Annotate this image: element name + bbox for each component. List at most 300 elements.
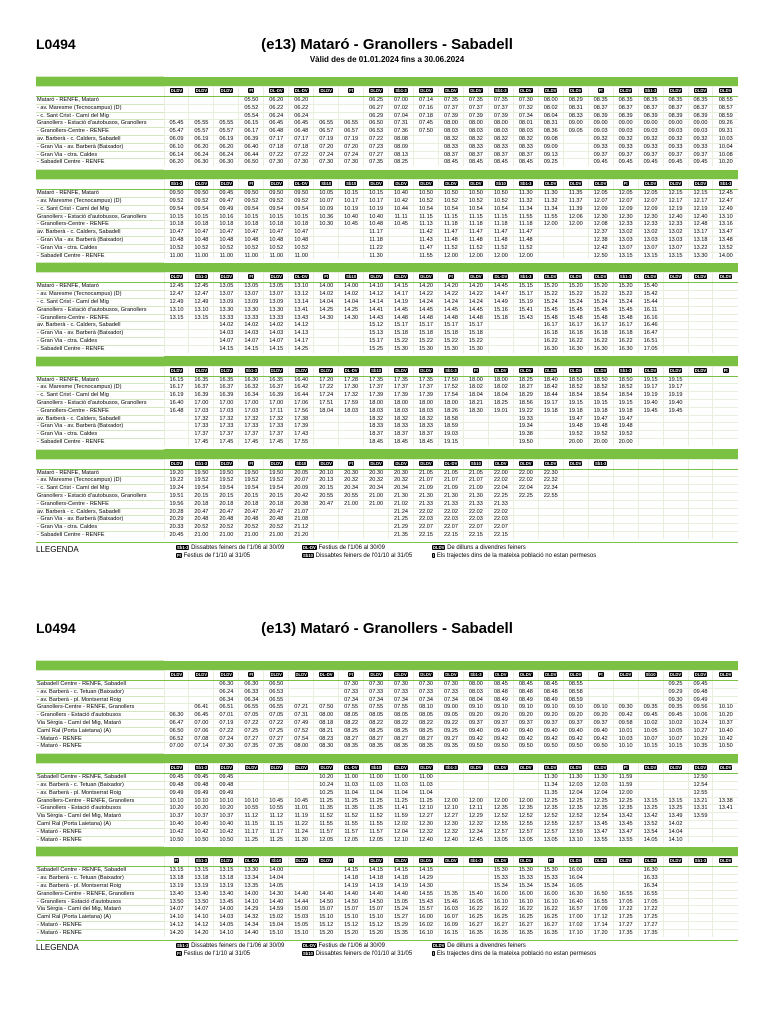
time-cell <box>713 384 738 392</box>
time-cell <box>663 345 688 352</box>
time-cell: 09.03 <box>613 128 638 136</box>
time-cell <box>164 688 189 696</box>
time-cell: 16.32 <box>239 384 264 392</box>
time-cell: 16.18 <box>613 330 638 338</box>
time-cell <box>663 532 688 539</box>
time-cell: 08.05 <box>389 712 414 720</box>
time-cell: 13.18 <box>164 875 189 883</box>
time-cell <box>688 337 713 345</box>
note-badge: DLDV <box>220 672 233 677</box>
stop-row <box>36 789 738 797</box>
time-cell: 07.50 <box>414 128 439 136</box>
time-cell: 08.55 <box>713 97 738 105</box>
time-cell: 21.00 <box>214 532 239 539</box>
stop-name: - Gran Via - ctra. Caldes <box>36 244 164 252</box>
time-cell: 07.37 <box>438 104 463 112</box>
time-cell: 20.34 <box>364 485 389 493</box>
time-cell: 14.30 <box>339 314 364 322</box>
note-cell <box>713 459 738 469</box>
time-cell: 09.37 <box>638 151 663 159</box>
time-cell: 16.22 <box>588 337 613 345</box>
time-cell: 10.04 <box>713 143 738 151</box>
time-cell: 16.00 <box>538 890 563 898</box>
note-cell <box>638 180 663 190</box>
time-cell: 16.22 <box>488 906 513 914</box>
time-cell: 08.35 <box>613 97 638 105</box>
time-cell <box>713 376 738 384</box>
time-cell: 20.52 <box>264 524 289 532</box>
time-cell <box>713 875 738 883</box>
time-cell <box>588 516 613 524</box>
time-cell <box>513 516 538 524</box>
time-cell: 17.22 <box>613 906 638 914</box>
time-cell: 19.50 <box>513 438 538 445</box>
note-cell <box>638 764 663 774</box>
stop-name: Mataró - RENFE, Mataró <box>36 190 164 198</box>
stop-row <box>36 314 738 322</box>
time-cell: 17.05 <box>638 898 663 906</box>
note-badge: Ft <box>448 274 453 280</box>
note-badge: DLDV <box>470 274 482 280</box>
time-cell: 20.47 <box>189 508 214 516</box>
time-cell: 20.15 <box>314 485 339 493</box>
note-badge: DLDV <box>669 181 682 187</box>
time-cell: 14.59 <box>264 906 289 914</box>
time-cell: 16.17 <box>613 322 638 330</box>
time-cell: 12.11 <box>463 805 488 813</box>
time-cell: 12.50 <box>688 774 713 782</box>
note-cell <box>239 459 264 469</box>
time-cell <box>189 337 214 345</box>
time-cell: 11.37 <box>563 197 588 205</box>
time-cell: 09.32 <box>688 135 713 143</box>
time-cell: 17.11 <box>264 407 289 415</box>
time-cell: 15.22 <box>438 337 463 345</box>
note-badge: DLDV <box>594 858 607 864</box>
time-cell: 12.30 <box>613 213 638 221</box>
time-cell: 20.48 <box>189 516 214 524</box>
time-cell: 14.00 <box>339 283 364 291</box>
notes-label <box>36 857 164 867</box>
time-cell: 08.25 <box>414 727 439 735</box>
stop-name: - c. Sant Crist - Camí del Mig <box>36 298 164 306</box>
time-cell: 12.00 <box>463 252 488 259</box>
time-cell: 14.20 <box>164 929 189 936</box>
time-cell: 06.20 <box>164 159 189 166</box>
time-cell <box>314 508 339 516</box>
note-cell <box>339 273 364 283</box>
time-cell: 06.09 <box>164 135 189 143</box>
note-badge: DLDV <box>395 460 407 466</box>
note-cell <box>613 273 638 283</box>
note-badge: DLDV <box>495 672 507 677</box>
time-cell <box>538 508 563 516</box>
time-cell: 14.45 <box>389 306 414 314</box>
time-cell: 09.30 <box>613 704 638 712</box>
note-badge: Sb10 <box>346 274 357 280</box>
note-cell <box>463 459 488 469</box>
note-cell <box>289 273 314 283</box>
time-cell: 18.00 <box>463 376 488 384</box>
note-cell <box>164 764 189 774</box>
time-cell: 17.37 <box>364 384 389 392</box>
time-cell: 17.33 <box>264 423 289 431</box>
time-cell: 10.50 <box>214 836 239 843</box>
time-cell: 18.45 <box>414 438 439 445</box>
time-cell: 14.45 <box>463 306 488 314</box>
time-cell: 17.00 <box>189 399 214 407</box>
time-cell: 05.50 <box>239 97 264 105</box>
time-cell: 20.55 <box>339 493 364 501</box>
time-cell: 08.32 <box>488 135 513 143</box>
time-cell: 09.45 <box>214 774 239 782</box>
band-label <box>164 77 738 87</box>
time-cell: 14.10 <box>214 929 239 936</box>
time-cell: 10.50 <box>488 190 513 198</box>
time-cell <box>364 508 389 516</box>
note-cell <box>214 857 239 867</box>
time-cell <box>513 330 538 338</box>
time-cell: 13.17 <box>688 229 713 237</box>
time-cell: 20.34 <box>389 485 414 493</box>
time-cell: 20.32 <box>389 477 414 485</box>
note-badge: Sb10 <box>346 181 357 187</box>
time-cell: 07.05 <box>264 712 289 720</box>
time-cell: 08.03 <box>513 128 538 136</box>
time-cell: 11.47 <box>414 244 439 252</box>
note-cell <box>339 857 364 867</box>
time-cell: 14.41 <box>364 306 389 314</box>
time-cell: 18.04 <box>463 392 488 400</box>
time-cell: 10.40 <box>339 213 364 221</box>
stop-name: - av. Barberà - pl. Montserrat Roig <box>36 696 164 704</box>
note-cell <box>488 459 513 469</box>
time-cell: 08.18 <box>314 719 339 727</box>
note-badge: Sb10 <box>321 181 332 187</box>
time-cell: 07.37 <box>488 104 513 112</box>
time-cell: 14.40 <box>289 890 314 898</box>
time-cell: 15.33 <box>488 875 513 883</box>
time-cell <box>289 688 314 696</box>
note-cell <box>414 671 439 681</box>
stop-row <box>36 813 738 821</box>
note-badge: DLDV <box>370 181 382 187</box>
time-cell <box>688 345 713 352</box>
stop-row <box>36 151 738 159</box>
note-cell <box>613 180 638 190</box>
time-cell: 16.27 <box>538 921 563 929</box>
note-cell <box>289 180 314 190</box>
time-cell: 06.48 <box>264 128 289 136</box>
time-cell: 12.55 <box>513 820 538 828</box>
note-badge: Sb10 <box>470 460 481 466</box>
time-cell: 20.00 <box>588 438 613 445</box>
time-cell <box>339 229 364 237</box>
time-cell: 17.03 <box>214 407 239 415</box>
time-cell: 11.47 <box>488 229 513 237</box>
time-cell: 14.12 <box>289 322 314 330</box>
time-cell: 10.07 <box>638 735 663 743</box>
time-cell: 21.33 <box>463 500 488 508</box>
time-cell: 08.39 <box>588 112 613 120</box>
time-cell: 16.27 <box>488 921 513 929</box>
time-cell: 22.04 <box>488 485 513 493</box>
time-cell: 10.18 <box>189 221 214 229</box>
time-cell <box>563 143 588 151</box>
time-cell: 07.17 <box>264 135 289 143</box>
note-badge: Ft <box>324 274 329 280</box>
time-cell: 12.05 <box>364 836 389 843</box>
time-cell <box>688 423 713 431</box>
time-cell: 07.30 <box>513 97 538 105</box>
time-cell: 17.45 <box>189 438 214 445</box>
stop-row <box>36 704 738 712</box>
note-badge: Ft <box>349 88 354 93</box>
time-cell <box>713 322 738 330</box>
time-cell: 14.04 <box>314 298 339 306</box>
time-cell: 06.51 <box>214 704 239 712</box>
time-cell: 21.00 <box>364 493 389 501</box>
stop-name: - Mataró - RENFE <box>36 735 164 743</box>
time-cell <box>164 415 189 423</box>
time-cell: 10.20 <box>189 805 214 813</box>
note-badge: Sb1-3 <box>195 274 208 280</box>
note-cell <box>189 366 214 376</box>
time-cell: 21.07 <box>414 477 439 485</box>
time-cell: 12.17 <box>663 197 688 205</box>
time-cell: 10.52 <box>438 197 463 205</box>
time-cell: 06.30 <box>239 681 264 689</box>
time-cell <box>314 345 339 352</box>
time-cell: 18.26 <box>438 407 463 415</box>
note-badge: DLDV <box>694 88 707 93</box>
time-cell: 18.54 <box>563 392 588 400</box>
time-cell: 16.17 <box>164 384 189 392</box>
stop-row <box>36 921 738 929</box>
time-cell: 17.02 <box>563 921 588 929</box>
time-cell: 15.40 <box>463 890 488 898</box>
time-cell: 17.50 <box>438 376 463 384</box>
left-arrow-icon <box>36 754 164 764</box>
time-cell <box>339 330 364 338</box>
stop-name: - Mataró - RENFE <box>36 828 164 836</box>
time-cell: 07.50 <box>314 704 339 712</box>
time-cell <box>688 330 713 338</box>
time-cell: 17.10 <box>563 929 588 936</box>
time-cell <box>713 469 738 477</box>
time-cell: 08.00 <box>538 97 563 105</box>
time-cell: 16.55 <box>638 890 663 898</box>
note-cell <box>563 273 588 283</box>
time-cell <box>189 97 214 105</box>
time-cell: 22.07 <box>438 524 463 532</box>
stop-row <box>36 820 738 828</box>
notes-label <box>36 764 164 774</box>
time-cell: 09.49 <box>688 696 713 704</box>
time-cell: 19.48 <box>563 423 588 431</box>
note-badge: DLDV <box>470 88 482 93</box>
note-cell <box>264 273 289 283</box>
stop-name: - c. Sant Crist - Camí del Mig <box>36 392 164 400</box>
time-cell: 06.53 <box>364 128 389 136</box>
time-cell: 09.00 <box>563 120 588 128</box>
time-cell: 16.46 <box>638 322 663 330</box>
time-cell: 22.15 <box>488 532 513 539</box>
time-cell: 07.34 <box>364 696 389 704</box>
time-cell <box>663 914 688 922</box>
time-cell: 12.37 <box>588 229 613 237</box>
time-cell: 05.47 <box>164 128 189 136</box>
time-cell: 16.05 <box>563 882 588 890</box>
notes-label <box>36 671 164 681</box>
time-cell: 15.03 <box>289 914 314 922</box>
time-cell: 19.52 <box>264 477 289 485</box>
note-cell <box>588 180 613 190</box>
time-cell: 08.39 <box>613 112 638 120</box>
time-cell: 17.55 <box>289 438 314 445</box>
time-cell <box>713 399 738 407</box>
time-cell: 15.48 <box>538 314 563 322</box>
time-cell <box>713 882 738 890</box>
time-cell: 06.24 <box>214 688 239 696</box>
time-cell: 08.25 <box>339 727 364 735</box>
note-badge: DLDV <box>170 765 183 771</box>
stop-name: - Mataró - RENFE <box>36 743 164 750</box>
legend-title: LLEGENDA <box>36 544 79 554</box>
time-cell: 09.45 <box>164 774 189 782</box>
note-cell <box>488 764 513 774</box>
time-cell <box>513 781 538 789</box>
time-cell: 09.49 <box>189 789 214 797</box>
time-cell <box>314 252 339 259</box>
time-cell: 20.28 <box>164 508 189 516</box>
time-cell: 22.07 <box>488 524 513 532</box>
stop-name: - Granollers-Centre - RENFE <box>36 221 164 229</box>
time-cell: 08.27 <box>414 735 439 743</box>
time-cell: 09.31 <box>713 128 738 136</box>
time-cell <box>314 322 339 330</box>
time-cell: 07.02 <box>389 104 414 112</box>
stop-row <box>36 805 738 813</box>
time-cell: 09.56 <box>688 704 713 712</box>
time-cell: 22.02 <box>463 508 488 516</box>
stop-row <box>36 781 738 789</box>
time-cell: 14.18 <box>339 875 364 883</box>
time-cell: 09.33 <box>613 143 638 151</box>
note-badge: DLDV <box>195 181 208 187</box>
time-cell: 05.55 <box>189 120 214 128</box>
time-cell: 08.37 <box>588 104 613 112</box>
time-cell <box>663 283 688 291</box>
note-badge: DLDV <box>395 765 407 771</box>
time-cell: 09.20 <box>513 712 538 720</box>
time-cell: 13.15 <box>663 252 688 259</box>
time-cell: 22.03 <box>488 516 513 524</box>
time-cell <box>214 112 239 120</box>
time-cell <box>189 345 214 352</box>
time-cell: 11.15 <box>239 820 264 828</box>
time-cell: 16.18 <box>538 330 563 338</box>
time-cell: 08.49 <box>513 696 538 704</box>
time-cell: 16.34 <box>638 882 663 890</box>
time-cell: 18.32 <box>389 415 414 423</box>
time-cell: 10.17 <box>339 197 364 205</box>
time-cell: 14.05 <box>214 921 239 929</box>
time-cell: 17.51 <box>314 399 339 407</box>
time-cell <box>688 415 713 423</box>
note-cell <box>488 671 513 681</box>
time-cell <box>339 508 364 516</box>
time-cell: 16.47 <box>638 330 663 338</box>
time-cell: 11.35 <box>364 805 389 813</box>
legend-text: Dissabtes feiners de l'01/10 al 31/05 <box>314 950 413 957</box>
time-cell <box>164 330 189 338</box>
time-cell <box>239 774 264 782</box>
note-cell <box>164 459 189 469</box>
note-cell <box>538 671 563 681</box>
time-cell: 17.35 <box>613 929 638 936</box>
time-cell: 16.37 <box>214 384 239 392</box>
stop-row <box>36 197 738 205</box>
time-cell: 07.30 <box>264 159 289 166</box>
time-cell <box>688 921 713 929</box>
note-cell <box>289 764 314 774</box>
time-cell: 14.15 <box>214 345 239 352</box>
time-cell: 15.12 <box>364 322 389 330</box>
note-badge: DLDV <box>270 460 282 466</box>
time-cell: 18.30 <box>463 407 488 415</box>
time-cell <box>588 485 613 493</box>
time-cell: 18.00 <box>414 399 439 407</box>
stop-row <box>36 493 738 501</box>
time-cell: 09.45 <box>688 681 713 689</box>
time-cell <box>713 914 738 922</box>
time-cell <box>314 330 339 338</box>
time-cell: 15.43 <box>513 314 538 322</box>
time-cell: 09.03 <box>638 128 663 136</box>
time-cell: 16.19 <box>164 392 189 400</box>
stop-name: - Sabadell Centre - RENFE <box>36 159 164 166</box>
time-cell <box>613 882 638 890</box>
time-cell: 19.18 <box>588 407 613 415</box>
time-cell: 21.25 <box>389 516 414 524</box>
time-cell: 12.15 <box>663 190 688 198</box>
time-cell <box>189 104 214 112</box>
time-cell: 18.40 <box>538 376 563 384</box>
time-cell: 16.10 <box>538 898 563 906</box>
time-cell: 12.35 <box>613 805 638 813</box>
time-cell: 14.25 <box>339 306 364 314</box>
time-cell <box>339 236 364 244</box>
time-cell <box>713 688 738 696</box>
note-badge: Sb1-3 <box>619 274 632 280</box>
time-cell: 08.57 <box>713 104 738 112</box>
notes-label <box>36 273 164 283</box>
note-cell <box>189 87 214 97</box>
time-cell: 17.00 <box>214 399 239 407</box>
time-cell: 12.57 <box>513 828 538 836</box>
time-cell: 11.22 <box>289 820 314 828</box>
time-cell: 14.20 <box>463 283 488 291</box>
time-cell: 12.54 <box>588 813 613 821</box>
note-badge: DLDV <box>644 765 657 771</box>
time-cell: 19.54 <box>239 485 264 493</box>
note-cell <box>438 87 463 97</box>
time-cell: 10.02 <box>638 719 663 727</box>
time-cell: 09.37 <box>663 151 688 159</box>
note-cell <box>164 273 189 283</box>
note-cell <box>438 366 463 376</box>
